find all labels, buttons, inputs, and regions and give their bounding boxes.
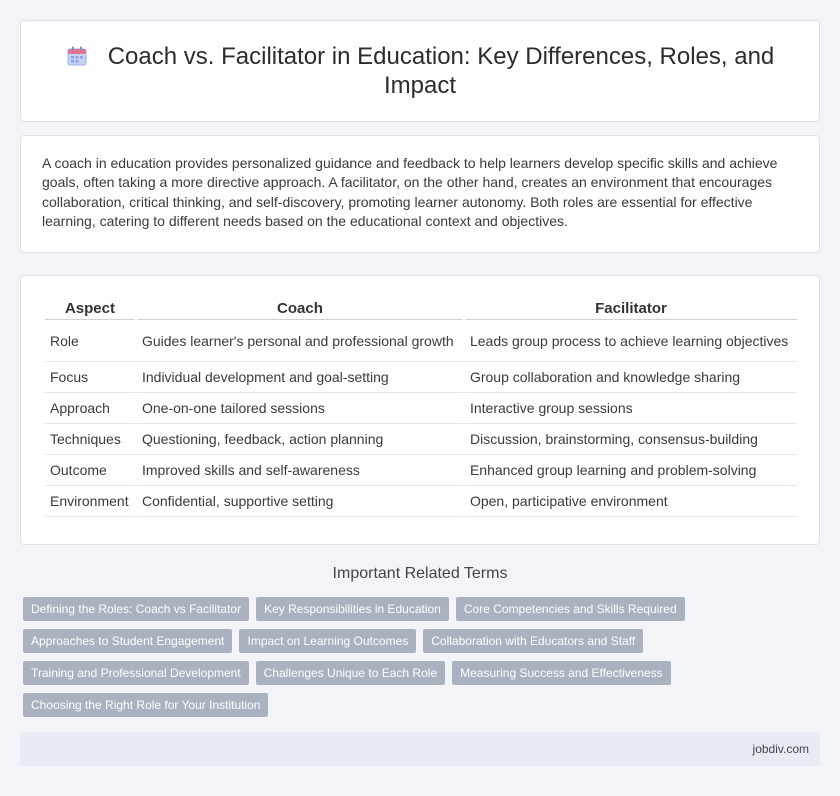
related-term-tag[interactable]: Key Responsibilities in Education xyxy=(256,597,449,621)
page-title xyxy=(61,42,779,100)
facilitator-cell: Open, participative environment xyxy=(465,486,797,517)
related-term-tag[interactable]: Approaches to Student Engagement xyxy=(23,629,232,653)
aspect-cell: Role xyxy=(45,320,135,362)
table-row xyxy=(45,424,797,455)
related-terms-list xyxy=(23,597,803,717)
footer-site-link[interactable]: jobdiv.com xyxy=(752,742,809,756)
table-header-row xyxy=(45,296,797,320)
aspect-cell: Approach xyxy=(45,393,135,424)
related-term-tag[interactable]: Measuring Success and Effectiveness xyxy=(452,661,671,685)
header-facilitator: Facilitator xyxy=(465,296,797,320)
related-term-tag[interactable]: Defining the Roles: Coach vs Facilitator xyxy=(23,597,249,621)
aspect-cell: Techniques xyxy=(45,424,135,455)
facilitator-cell: Discussion, brainstorming, consensus-building xyxy=(465,424,797,455)
coach-cell: Individual development and goal-setting xyxy=(137,362,463,393)
table-row xyxy=(45,320,797,362)
aspect-cell: Focus xyxy=(45,362,135,393)
related-term-tag[interactable]: Impact on Learning Outcomes xyxy=(239,629,416,653)
coach-cell: Improved skills and self-awareness xyxy=(137,455,463,486)
coach-cell: One-on-one tailored sessions xyxy=(137,393,463,424)
aspect-cell: Outcome xyxy=(45,455,135,486)
table-row xyxy=(45,455,797,486)
page-title-text: Coach vs. Facilitator in Education: Key Differences, Roles, and Impact xyxy=(107,43,775,99)
intro-card xyxy=(20,135,820,253)
table-row xyxy=(45,393,797,424)
related-term-tag[interactable]: Choosing the Right Role for Your Institution xyxy=(23,693,268,717)
header-aspect: Aspect xyxy=(45,296,135,320)
comparison-card xyxy=(20,275,820,545)
aspect-cell: Environment xyxy=(45,486,135,517)
calendar-icon xyxy=(66,45,88,67)
related-term-tag[interactable]: Training and Professional Development xyxy=(23,661,249,685)
intro-paragraph: A coach in education provides personalized guidance and feedback to help learners develop specific skills and achieve goals, often taking a more directive approach. A facilitator, on the other hand, creates an environment that encourages collaboration, critical thinking, and self-discovery, promoting learner autonomy. Both roles are essential for effective learning, catering to different needs based on the educational context and objectives. xyxy=(42,155,778,230)
related-term-tag[interactable]: Core Competencies and Skills Required xyxy=(456,597,685,621)
footer xyxy=(20,732,820,766)
related-term-tag[interactable]: Challenges Unique to Each Role xyxy=(256,661,445,685)
header-coach: Coach xyxy=(137,296,463,320)
related-term-tag[interactable]: Collaboration with Educators and Staff xyxy=(423,629,643,653)
facilitator-cell: Enhanced group learning and problem-solving xyxy=(465,455,797,486)
comparison-table xyxy=(43,296,799,517)
facilitator-cell: Interactive group sessions xyxy=(465,393,797,424)
table-row xyxy=(45,362,797,393)
facilitator-cell: Leads group process to achieve learning objectives xyxy=(465,320,797,362)
title-card xyxy=(20,20,820,122)
coach-cell: Guides learner's personal and professional growth xyxy=(137,320,463,362)
related-terms-heading: Important Related Terms xyxy=(332,565,508,582)
coach-cell: Confidential, supportive setting xyxy=(137,486,463,517)
table-row xyxy=(45,486,797,517)
coach-cell: Questioning, feedback, action planning xyxy=(137,424,463,455)
facilitator-cell: Group collaboration and knowledge sharing xyxy=(465,362,797,393)
